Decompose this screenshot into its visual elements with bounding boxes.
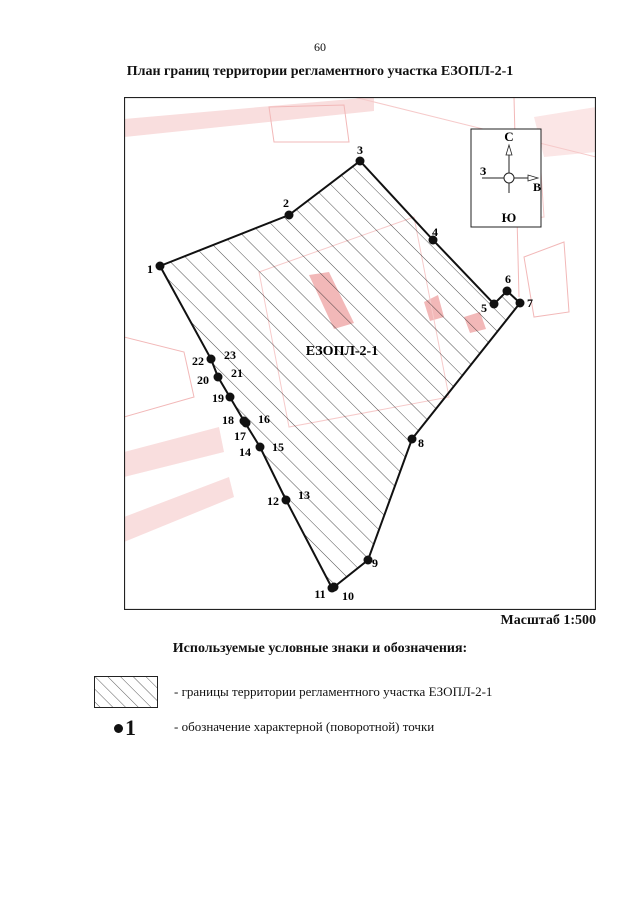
boundary-point-marker xyxy=(207,355,216,364)
boundary-point-label: 19 xyxy=(212,391,224,405)
boundary-point-marker xyxy=(490,300,499,309)
boundary-point-label: 22 xyxy=(192,354,204,368)
boundary-point-label: 12 xyxy=(267,494,279,508)
boundary-point-label: 16 xyxy=(258,412,270,426)
legend-point-symbol xyxy=(114,715,136,741)
boundary-point-label: 17 xyxy=(234,429,246,443)
parcel-boundary xyxy=(160,161,520,588)
boundary-point-marker xyxy=(240,417,249,426)
compass-north-label: С xyxy=(504,129,514,144)
boundary-point-label: 15 xyxy=(272,440,284,454)
boundary-map xyxy=(124,97,596,610)
boundary-point-label: 23 xyxy=(224,348,236,362)
boundary-point-marker xyxy=(516,299,525,308)
boundary-point-marker xyxy=(285,211,294,220)
boundary-point-label: 14 xyxy=(239,445,251,459)
legend-hatch-swatch xyxy=(94,676,158,708)
boundary-point-label: 13 xyxy=(298,488,310,502)
page-title: План границ территории регламентного участка ЕЗОПЛ-2-1 xyxy=(126,64,514,79)
boundary-point-label: 9 xyxy=(372,556,378,570)
boundary-point-marker xyxy=(503,287,512,296)
boundary-point-label: 5 xyxy=(481,301,487,315)
boundary-point-label: 20 xyxy=(197,373,209,387)
boundary-point-marker xyxy=(328,584,337,593)
boundary-point-marker xyxy=(356,157,365,166)
boundary-point-marker xyxy=(282,496,291,505)
boundary-point-label: 8 xyxy=(418,436,424,450)
boundary-point-label: 4 xyxy=(432,225,438,239)
boundary-point-label: 18 xyxy=(222,413,234,427)
boundary-point-marker xyxy=(256,443,265,452)
point-dot-icon xyxy=(114,724,123,733)
boundary-point-label: 6 xyxy=(505,272,511,286)
boundary-point-label: 3 xyxy=(357,143,363,157)
boundary-point-label: 2 xyxy=(283,196,289,210)
boundary-point-label: 10 xyxy=(342,589,354,603)
scale-label: Масштаб 1:500 xyxy=(500,613,596,628)
compass-west-label: З xyxy=(479,164,487,178)
boundary-point-marker xyxy=(226,393,235,402)
boundary-point-marker xyxy=(408,435,417,444)
legend-point-number: 1 xyxy=(125,715,136,740)
legend-title: Используемые условные знаки и обозначения: xyxy=(172,641,468,656)
compass-rose xyxy=(471,129,541,227)
boundary-point-label: 21 xyxy=(231,366,243,380)
legend-point-description: - обозначение характерной (поворотной) точки xyxy=(174,719,435,734)
zone-label: ЕЗОПЛ-2-1 xyxy=(305,344,379,359)
boundary-point-marker xyxy=(214,373,223,382)
boundary-point-label: 11 xyxy=(314,587,326,601)
legend-hatch-description: - границы территории регламентного участка ЕЗОПЛ-2-1 xyxy=(174,684,493,699)
page-number: 60 xyxy=(314,40,326,54)
boundary-point-marker xyxy=(156,262,165,271)
compass-east-label: В xyxy=(532,180,542,194)
boundary-point-label: 1 xyxy=(147,262,153,276)
boundary-point-label: 7 xyxy=(527,296,533,310)
compass-south-label: Ю xyxy=(501,210,517,225)
